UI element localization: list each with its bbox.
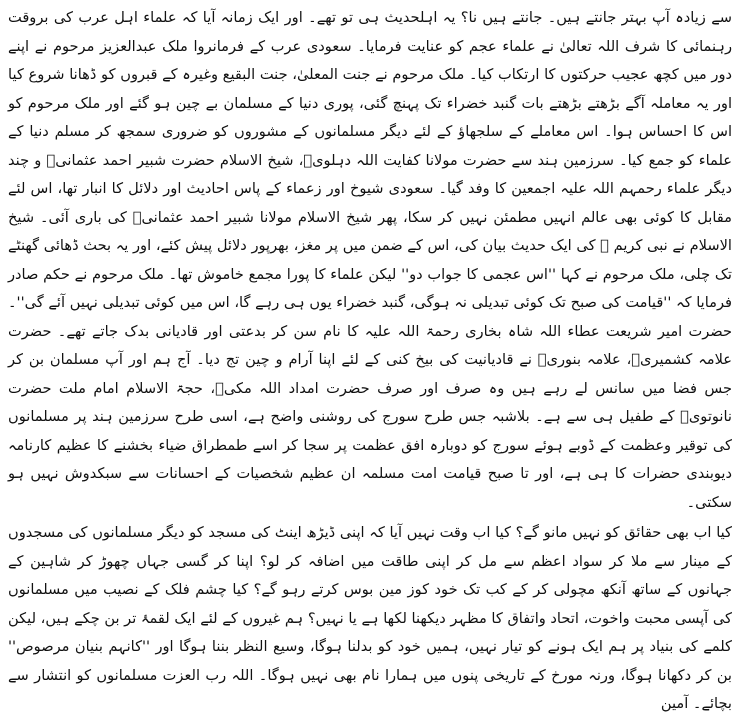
article-paragraph-2: کیا اب بھی حقائق کو نہیں مانو گے؟ کیا اب وقت نہیں آیا کہ اپنی ڈیڑھ اینٹ کی مسجد کو دیگر مسلمانوں کی مسجدوں کے مینار سے ملا کر سواد اعظم سے مل کر اپنی طاقت میں اضافہ کر لو؟ اپنا کر گسی جہاں چھوڑ کر شاہین کے جہانوں کے ساتھ آنکھ مچولی کر کے کب تک خود کوز مین بوس کرتے رہو گے؟ کیا چشم فلک کے نصیب میں مسلمانوں کی آپسی محبت واخوت، اتحاد واتفاق کا مظہر دیکھنا لکھا ہے یا نہیں؟ ہم غیروں کے لئے ایک لقمۂ تر بن چکے ہیں، لیکن کلمے کی بنیاد پر ہم ایک ہونے کو تیار نہیں، ہمیں خود کو بدلنا ہوگا، وسیع النظر بننا ہوگا اور ''کانہم بنیان مرصوص'' بن کر دکھانا ہوگا، ورنہ مورخ کے تاریخی پنوں میں ہمارا نام بھی نہیں ہوگا۔ اللہ رب العزت مسلمانوں کو انتشار سے بچائے۔ آمین [8, 524, 732, 712]
article-paragraph-1: سے زیادہ آپ بہتر جانتے ہیں۔ جانتے ہیں نا؟ یہ اہلحدیث ہی تو تھے۔ اور ایک زمانہ آیا کہ علماء اہل عرب کی بروقت رہنمائی کا شرف اللہ تعالیٰ نے علماء عجم کو عنایت فرمایا۔ سعودی عرب کے فرمانروا ملک عبدالعزیز مرحوم نے اپنے دور میں کچھ عجیب حرکتوں کا ارتکاب کیا۔ ملک مرحوم نے جنت المعلیٰ، جنت البقیع وغیرہ کے قبروں کو ڈھانا شروع کیا اور یہ معاملہ آگے بڑھتے بڑھتے بات گنبد خضراء تک پہنچ گئی، پوری دنیا کے مسلمان بے چین ہو گئے اور ملک مرحوم کو اس کا احساس ہوا۔ اس معاملے کے سلجھاؤ کے لئے دیگر مسلمانوں کے مشوروں کو ضروری سمجھ کر مسلم دنیا کے علماء کو جمع کیا۔ سرزمین ہند سے حضرت مولانا کفایت اللہ دہلویؒ، شیخ الاسلام حضرت شبیر احمد عثمانیؒ و چند دیگر علماء رحمہم اللہ علیہ اجمعین کا وفد گیا۔ سعودی شیوخ اور زعماء کے پاس احادیث اور دلائل کا انبار تھا، اس لئے مقابل کا کوئی بھی عالم انہیں مطمئن نہیں کر سکا، پھر شیخ الاسلام مولانا شبیر احمد عثمانیؒ کی باری آئی۔ شیخ الاسلام نے نبی کریم ﷺ کی ایک حدیث بیان کی، اس کے ضمن میں پر مغز، بھرپور دلائل پیش کئے، اور یہ بحث ڈھائی گھنٹے تک چلی، ملک مرحوم نے کہا ''اس عجمی کا جواب دو'' لیکن علماء کا پورا مجمع خاموش تھا۔ ملک مرحوم نے حکم صادر فرمایا کہ ''قیامت کی صبح تک کوئی تبدیلی نہ ہوگی، گنبد خضراء یوں ہی رہے گا، اس میں کوئی تبدیلی نہیں آئے گی''۔ حضرت امیر شریعت عطاء اللہ شاہ بخاری رحمۃ اللہ علیہ کا نام سن کر بدعتی اور قادیانی بدک جاتے تھے۔ حضرت علامہ کشمیریؒ، علامہ بنوریؒ نے قادیانیت کی بیخ کنی کے لئے اپنا آرام و چین تج دیا۔ آج ہم اور آپ مسلمان بن کر جس فضا میں سانس لے رہے ہیں وہ صرف اور صرف حضرت امداد اللہ مکیؒ، حجۃ الاسلام امام ملت حضرت نانوتویؒ کے طفیل ہی سے ہے۔ بلاشبہ جس طرح سورج کی روشنی واضح ہے، اسی طرح سرزمین ہند پر مسلمانوں کی توقیر وعظمت کے ڈوبے ہوئے سورج کو دوبارہ افق عظمت پر سجا کر اسے طمطراق ضیاء بخشنے کا عظیم کارنامہ دیوبندی حضرات کا ہی ہے، اور تا صبح قیامت امت مسلمہ ان عظیم شخصیات کے احسانات سے سبکدوش نہیں ہو سکتی۔ [8, 9, 732, 511]
